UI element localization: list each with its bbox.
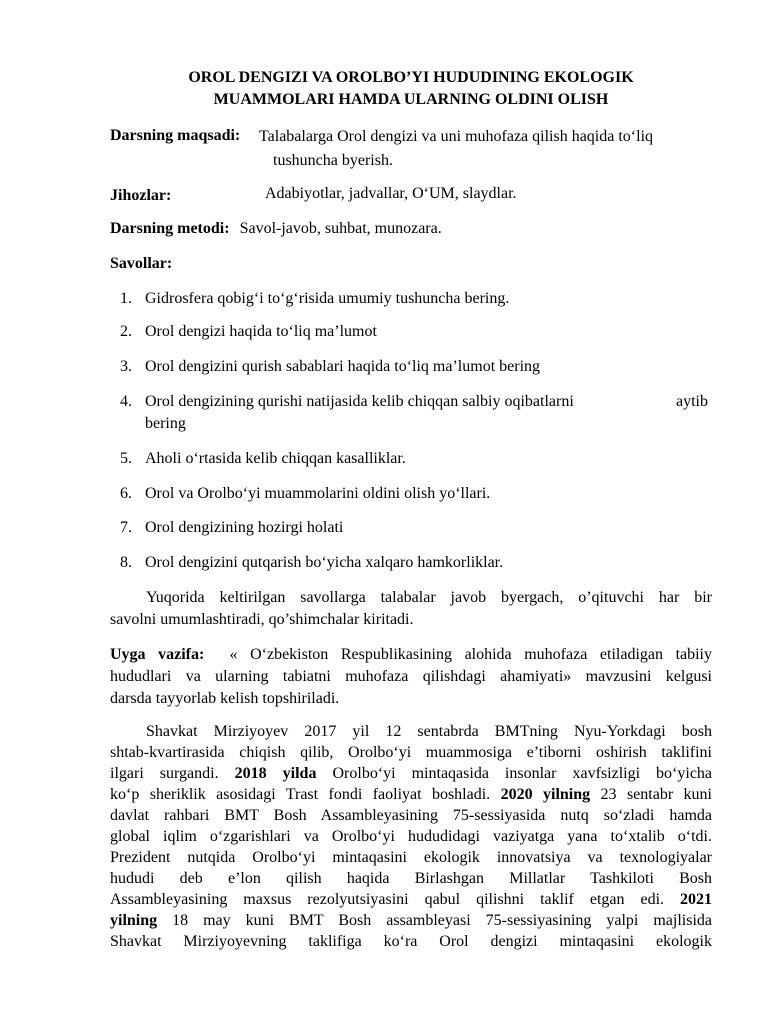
body-paragraph: Shavkat Mirziyoyev 2017 yil 12 sentabrda BMTning Nyu-Yorkdagi bosh shtab-kvartirasida chiqish qilib, Orolbo‘yi muammosiga e’tiborni oshirish taklifini ilgari surgandi. 2018 yilda Orolbo‘yi mintaqasida insonlar xavfsizligi bo‘yicha ko‘p sheriklik asosidagi Trast fondi faoliyat boshladi. 2020 yilning 23 sentabr kuni davlat rahbari BMT Bosh Assambleyasining 75-sessiyasida nutq so‘zladi hamda global iqlim o‘zgarishlari va Orolbo‘yi hududidagi vaziyatga yana to‘xtalib o‘tdi. Prezident nutqida Orolbo‘yi mintaqasini ekologik innovatsiya va texnologiyalar hududi deb e’lon qilish haqida Birlashgan Millatlar Tashkiloti Bosh Assambleyasining maxsus rezolyutsiyasini qabul qilishni taklif etgan edi. 2021 yilning 18 may kuni BMT Bosh assambleyasi 75-sessiyasining yalpi majlisida Shavkat Mirziyoyevning taklifiga ko‘ra Orol dengizi mintaqasini ekologik: [110, 723, 713, 950]
homework-paragraph: Uyga vazifa: « O‘zbekiston Respublikasining alohida muhofaza etiladigan tabiiy hududlari va ularning tabiatni muhofaza qilishdagi ahamiyati» mavzusini kelgusi darsda tayyorlab kelish topshiriladi.: [110, 646, 713, 707]
goal-line-2: tushuncha byerish.: [273, 152, 393, 169]
title-line-1: OROL DENGIZI VA OROLBO’YI HUDUDINING EKOLOGIK: [188, 69, 634, 86]
method-value: Savol-javob, suhbat, munozara.: [239, 220, 442, 237]
goal-text: [259, 125, 653, 173]
goal-label: Darsning maqsadi:: [110, 127, 241, 144]
homework-label: Uyga vazifa:: [110, 646, 205, 663]
equipment-label: Jihozlar:: [110, 187, 172, 204]
document-title: [110, 67, 712, 111]
method-label: Darsning metodi:: [110, 220, 230, 237]
method-row: [110, 218, 442, 240]
goal-line-1: Talabalarga Orol dengizi va uni muhofaza qilish haqida to‘liq: [259, 128, 654, 145]
summary-paragraph: Yuqorida keltirilgan savollarga talabalar javob byergach, o’qituvchi har bir savolni umumlashtiradi, qo’shimchalar kiritadi.: [110, 589, 712, 628]
document-page: OROL DENGIZI VA OROLBO’YI HUDUDINING EKOLOGIK MUAMMOLARI HAMDA ULARNING OLDINI OLISH Darsning maqsadi: Talabalarga Orol dengizi va uni muhofaza qilish haqida to‘liq tushuncha byerish. Jihozlar: Adabiyotlar, jadvallar, O‘UM, slaydlar. Darsning metodi: Savol-javob, suhbat, munozara. Savollar: 1. Gidrosfera qobig‘i to‘g‘risida umumiy tushuncha bering. 2. Orol dengizi haqida to‘liq ma’lumot 3. Orol dengizini qurish sabablari haqida to‘liq ma’lumot bering 4. Orol dengizining qurishi natijasida kelib chiqqan salbiy oqibatlarni aytib bering 5. Aholi o‘rtasida kelib chiqqan kasalliklar. 6. Orol va Orolbo‘yi muammolarini oldini olish yo‘llari. 7. Orol dengizining hozirgi holati 8. Orol dengizini qutqarish bo‘yicha xalqaro hamkorliklar. Yuqorida keltirilgan savollarga talabalar javob byergach, o’qituvchi har bir savolni umumlashtiradi, qo’shimchalar kiritadi. Uyga vazifa: « O‘zbekiston Respublikasining alohida muhofaza etiladigan tabiiy hududlari va ularning tabiatni muhofaza qilishdagi ahamiyati» mavzusini kelgusi darsda tayyorlab kelish topshiriladi. Shavkat Mirziyoyev 2017 yil 12 sentabrda BMTning Nyu-Yorkdagi bosh shtab-kvartirasida chiqish qilib, Orolbo‘yi muammosiga e’tiborni oshirish taklifini ilgari surgandi. 2018 yilda Orolbo‘yi mintaqasida insonlar xavfsizligi bo‘yicha ko‘p sheriklik asosidagi Trast fondi faoliyat boshladi. 2020 yilning 23 sentabr kuni davlat rahbari BMT Bosh Assambleyasining 75-sessiyasida nutq so‘zladi hamda global iqlim o‘zgarishlari va Orolbo‘yi hududidagi vaziyatga yana to‘xtalib o‘tdi. Prezident nutqida Orolbo‘yi mintaqasini ekologik innovatsiya va texnologiyalar hududi deb e’lon qilish haqida Birlashgan Millatlar Tashkiloti Bosh Assambleyasining maxsus rezolyutsiyasini qabul qilishni taklif etgan edi. 2021 yilning 18 may kuni BMT Bosh assambleyasi 75-sessiyasining yalpi majlisida Shavkat Mirziyoyevning taklifiga ko‘ra Orol dengizi mintaqasini ekologik: [110, 69, 713, 950]
title-line-2: MUAMMOLARI HAMDA ULARNING OLDINI OLISH: [213, 91, 609, 108]
questions-label: Savollar:: [110, 255, 173, 272]
equipment-value: Adabiyotlar, jadvallar, O‘UM, slaydlar.: [265, 185, 517, 202]
